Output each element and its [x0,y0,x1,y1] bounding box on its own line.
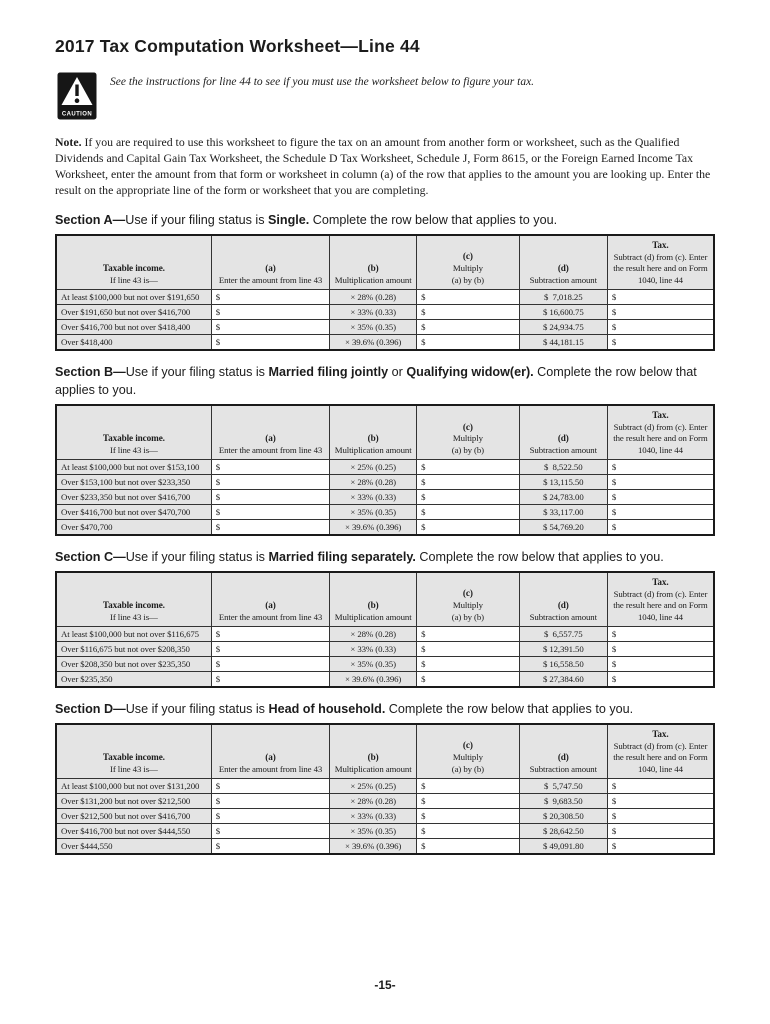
multiplication-cell: × 33% (0.33) [330,305,417,320]
amount-a-cell: $ [211,490,329,505]
section-C-heading [55,548,715,566]
multiplication-cell: × 33% (0.33) [330,809,417,824]
amount-c-cell: $ [417,779,520,794]
income-cell: Over $470,700 [56,520,211,535]
column-description: Multiply [452,433,483,444]
table-row [56,657,714,672]
income-cell: At least $100,000 but not over $131,200 [56,779,211,794]
table-row [56,290,714,305]
amount-c-cell: $ [417,335,520,350]
multiplication-cell: × 25% (0.25) [330,460,417,475]
income-cell: Over $212,500 but not over $416,700 [56,809,211,824]
column-description: Multiplication amount [334,444,412,455]
multiplication-cell: × 28% (0.28) [330,627,417,642]
income-cell: Over $191,650 but not over $416,700 [56,305,211,320]
caution-label: CAUTION [61,111,93,118]
column-letter: Tax. [652,410,669,421]
column-letter: (c) [462,421,473,432]
tax-cell: $ [607,627,714,642]
table-row [56,642,714,657]
column-description: Subtraction amount [529,274,597,285]
column-letter: Taxable income. [102,751,165,762]
income-cell: Over $444,550 [56,839,211,854]
col-d-header [519,572,607,627]
section-B-heading [55,363,715,400]
col-c-header [417,405,520,460]
income-cell: Over $153,100 but not over $233,350 [56,475,211,490]
col-d-header [519,724,607,779]
column-letter: (c) [462,740,473,751]
amount-a-cell: $ [211,505,329,520]
multiplication-cell: × 28% (0.28) [330,794,417,809]
heading-part: Complete the row below that applies to you. [415,549,664,564]
tax-cell: $ [607,475,714,490]
subtraction-cell: $ 44,181.15 [519,335,607,350]
tax-cell: $ [607,824,714,839]
income-cell: Over $416,700 but not over $470,700 [56,505,211,520]
heading-part: Complete the row below that applies to you. [385,701,634,716]
table-row [56,627,714,642]
col-d-header [519,405,607,460]
tax-header [607,572,714,627]
income-cell: Over $416,700 but not over $418,400 [56,320,211,335]
column-letter: (c) [462,251,473,262]
subtraction-cell: $ 24,934.75 [519,320,607,335]
tax-cell: $ [607,460,714,475]
tax-cell: $ [607,520,714,535]
section-D-table [55,723,715,855]
section-D [55,700,715,855]
amount-c-cell: $ [417,642,520,657]
heading-part: or [388,364,407,379]
multiplication-cell: × 35% (0.35) [330,824,417,839]
column-letter: (a) [265,432,276,443]
column-description: Subtract (d) from (c). Enter the result here and on Form 1040, line 44 [613,251,708,285]
col-c-header [417,724,520,779]
multiplication-cell: × 39.6% (0.396) [330,672,417,687]
tax-cell: $ [607,320,714,335]
column-description: (a) by (b) [451,274,484,285]
subtraction-cell: $ 16,558.50 [519,657,607,672]
column-letter: (d) [557,432,569,443]
subtraction-cell: $ 27,384.60 [519,672,607,687]
heading-part: Section C— [55,549,126,564]
subtraction-cell: $ 54,769.20 [519,520,607,535]
subtraction-cell: $ 6,557.75 [519,627,607,642]
section-A [55,211,715,351]
multiplication-cell: × 28% (0.28) [330,290,417,305]
table-row [56,490,714,505]
tax-cell: $ [607,290,714,305]
multiplication-cell: × 39.6% (0.396) [330,839,417,854]
amount-a-cell: $ [211,809,329,824]
column-description: Subtract (d) from (c). Enter the result here and on Form 1040, line 44 [613,422,708,455]
tax-cell: $ [607,335,714,350]
income-cell: Over $418,400 [56,335,211,350]
table-row [56,335,714,350]
column-letter: (a) [265,262,276,273]
column-description: (a) by (b) [451,444,484,455]
section-C-table [55,571,715,688]
column-letter: (d) [557,751,569,762]
table-row [56,520,714,535]
column-description: Subtract (d) from (c). Enter the result here and on Form 1040, line 44 [613,589,708,622]
header-row [56,572,714,627]
tax-cell: $ [607,642,714,657]
amount-c-cell: $ [417,305,520,320]
section-A-table [55,234,715,351]
column-description: Subtraction amount [529,611,597,622]
header-row [56,405,714,460]
tax-cell: $ [607,839,714,854]
amount-c-cell: $ [417,672,520,687]
column-description: Subtraction amount [529,444,597,455]
income-cell: Over $233,350 but not over $416,700 [56,490,211,505]
amount-c-cell: $ [417,824,520,839]
multiplication-cell: × 39.6% (0.396) [330,520,417,535]
note-paragraph [55,134,715,199]
sections-container [55,211,715,855]
amount-a-cell: $ [211,627,329,642]
page-number: -15- [374,978,396,992]
col-b-header [330,405,417,460]
column-letter: (c) [462,588,473,599]
amount-a-cell: $ [211,460,329,475]
column-description: If line 43 is— [110,444,158,455]
heading-part: Use if your filing status is [125,701,269,716]
caution-instruction: See the instructions for line 44 to see if you must use the worksheet below to figure your tax. [110,76,535,88]
column-letter: Taxable income. [102,599,165,610]
amount-a-cell: $ [211,305,329,320]
heading-part: Head of household. [268,701,386,716]
column-letter: (b) [367,262,379,273]
column-description: Multiply [452,263,483,274]
heading-part: Section A— [55,212,126,227]
income-cell: Over $416,700 but not over $444,550 [56,824,211,839]
multiplication-cell: × 35% (0.35) [330,320,417,335]
heading-part: Use if your filing status is [125,549,269,564]
column-description: (a) by (b) [451,611,484,622]
section-B [55,363,715,536]
amount-a-cell: $ [211,475,329,490]
multiplication-cell: × 35% (0.35) [330,505,417,520]
amount-c-cell: $ [417,657,520,672]
multiplication-cell: × 33% (0.33) [330,490,417,505]
amount-a-cell: $ [211,657,329,672]
heading-part: Single. [268,212,310,227]
table-row [56,839,714,854]
amount-c-cell: $ [417,490,520,505]
header-row [56,724,714,779]
amount-a-cell: $ [211,335,329,350]
caution-icon [57,72,97,124]
column-description: Subtract (d) from (c). Enter the result here and on Form 1040, line 44 [613,740,708,774]
amount-c-cell: $ [417,460,520,475]
col-c-header [417,235,520,290]
subtraction-cell: $ 13,115.50 [519,475,607,490]
heading-part: Married filing jointly [268,364,389,379]
column-letter: (a) [265,599,276,610]
amount-a-cell: $ [211,642,329,657]
multiplication-cell: × 28% (0.28) [330,475,417,490]
tax-cell: $ [607,305,714,320]
table-row [56,809,714,824]
subtraction-cell: $ 5,747.50 [519,779,607,794]
subtraction-cell: $ 12,391.50 [519,642,607,657]
heading-part: Section D— [55,701,126,716]
subtraction-cell: $ 16,600.75 [519,305,607,320]
table-row [56,672,714,687]
header-row [56,235,714,290]
tax-cell: $ [607,505,714,520]
multiplication-cell: × 35% (0.35) [330,657,417,672]
amount-c-cell: $ [417,839,520,854]
table-row [56,794,714,809]
col-b-header [330,572,417,627]
section-C [55,548,715,688]
tax-header [607,724,714,779]
heading-part: Use if your filing status is [125,364,269,379]
page-title: 2017 Tax Computation Worksheet—Line 44 [55,36,420,56]
col-a-header [211,572,329,627]
tax-header [607,405,714,460]
table-row [56,475,714,490]
amount-a-cell: $ [211,779,329,794]
tax-cell: $ [607,809,714,824]
multiplication-cell: × 33% (0.33) [330,642,417,657]
subtraction-cell: $ 49,091.80 [519,839,607,854]
subtraction-cell: $ 33,117.00 [519,505,607,520]
column-letter: (d) [557,599,569,610]
subtraction-cell: $ 20,308.50 [519,809,607,824]
amount-a-cell: $ [211,320,329,335]
amount-a-cell: $ [211,839,329,854]
tax-cell: $ [607,794,714,809]
heading-part: Section B— [55,364,126,379]
income-header [56,405,211,460]
heading-part: Married filing separately. [268,549,416,564]
amount-c-cell: $ [417,505,520,520]
amount-a-cell: $ [211,794,329,809]
income-cell: At least $100,000 but not over $116,675 [56,627,211,642]
section-B-table [55,404,715,536]
column-letter: Taxable income. [102,262,165,273]
income-cell: Over $116,675 but not over $208,350 [56,642,211,657]
col-b-header [330,724,417,779]
income-cell: Over $131,200 but not over $212,500 [56,794,211,809]
column-letter: Tax. [652,577,669,588]
tax-header [607,235,714,290]
table-row [56,505,714,520]
amount-c-cell: $ [417,520,520,535]
section-D-heading [55,700,715,718]
col-a-header [211,405,329,460]
column-description: Enter the amount from line 43 [218,274,323,285]
column-letter: Tax. [652,729,669,740]
col-c-header [417,572,520,627]
amount-c-cell: $ [417,627,520,642]
subtraction-cell: $ 9,683.50 [519,794,607,809]
tax-cell: $ [607,657,714,672]
column-description: Multiply [452,600,483,611]
income-header [56,724,211,779]
column-letter: (b) [367,432,379,443]
caution-banner [57,72,715,124]
column-description: If line 43 is— [110,611,158,622]
tax-cell: $ [607,490,714,505]
column-description: Enter the amount from line 43 [218,611,323,622]
tax-cell: $ [607,672,714,687]
note-text: If you are required to use this worksheet to figure the tax on an amount from another form or worksheet, such as the Qualified Dividends and Capital Gain Tax Worksheet, the Schedule D Tax Worksheet, Schedule J, Form 8615, or the Foreign Earned Income Tax Worksheet, enter the amount from that form or worksheet in column (a) of the row that applies to the amount you are looking up. Enter the result on the appropriate line of the form or worksheet that you are completing. [55,135,711,198]
column-description: (a) by (b) [451,763,484,774]
amount-c-cell: $ [417,320,520,335]
heading-part: Use if your filing status is [125,212,268,227]
column-description: If line 43 is— [110,763,158,774]
column-description: If line 43 is— [110,274,158,285]
subtraction-cell: $ 24,783.00 [519,490,607,505]
table-row [56,460,714,475]
col-a-header [211,235,329,290]
amount-c-cell: $ [417,475,520,490]
column-letter: (b) [367,751,379,762]
multiplication-cell: × 25% (0.25) [330,779,417,794]
income-cell: At least $100,000 but not over $153,100 [56,460,211,475]
amount-c-cell: $ [417,809,520,824]
table-row [56,305,714,320]
note-label: Note. [55,135,82,149]
income-cell: Over $235,350 [56,672,211,687]
subtraction-cell: $ 7,018.25 [519,290,607,305]
income-cell: Over $208,350 but not over $235,350 [56,657,211,672]
amount-c-cell: $ [417,794,520,809]
amount-a-cell: $ [211,290,329,305]
col-b-header [330,235,417,290]
amount-a-cell: $ [211,672,329,687]
heading-part: Complete the row below that applies to you. [309,212,558,227]
column-description: Multiply [452,752,483,763]
table-row [56,320,714,335]
table-row [56,824,714,839]
subtraction-cell: $ 8,522.50 [519,460,607,475]
column-description: Multiplication amount [334,611,412,622]
column-description: Subtraction amount [529,763,597,774]
column-letter: Taxable income. [102,432,165,443]
column-letter: (a) [265,751,276,762]
subtraction-cell: $ 28,642.50 [519,824,607,839]
amount-c-cell: $ [417,290,520,305]
col-d-header [519,235,607,290]
tax-cell: $ [607,779,714,794]
income-header [56,235,211,290]
section-A-heading [55,211,715,229]
column-description: Multiplication amount [334,274,412,285]
multiplication-cell: × 39.6% (0.396) [330,335,417,350]
income-cell: At least $100,000 but not over $191,650 [56,290,211,305]
amount-a-cell: $ [211,824,329,839]
column-letter: (b) [367,599,379,610]
column-description: Enter the amount from line 43 [218,444,323,455]
column-letter: Tax. [652,239,669,250]
amount-a-cell: $ [211,520,329,535]
col-a-header [211,724,329,779]
income-header [56,572,211,627]
column-description: Enter the amount from line 43 [218,763,323,774]
heading-part: Complete the row below that applies to you. [55,364,697,397]
column-description: Multiplication amount [334,763,412,774]
column-letter: (d) [557,262,569,273]
heading-part: Qualifying widow(er). [406,364,534,379]
table-row [56,779,714,794]
